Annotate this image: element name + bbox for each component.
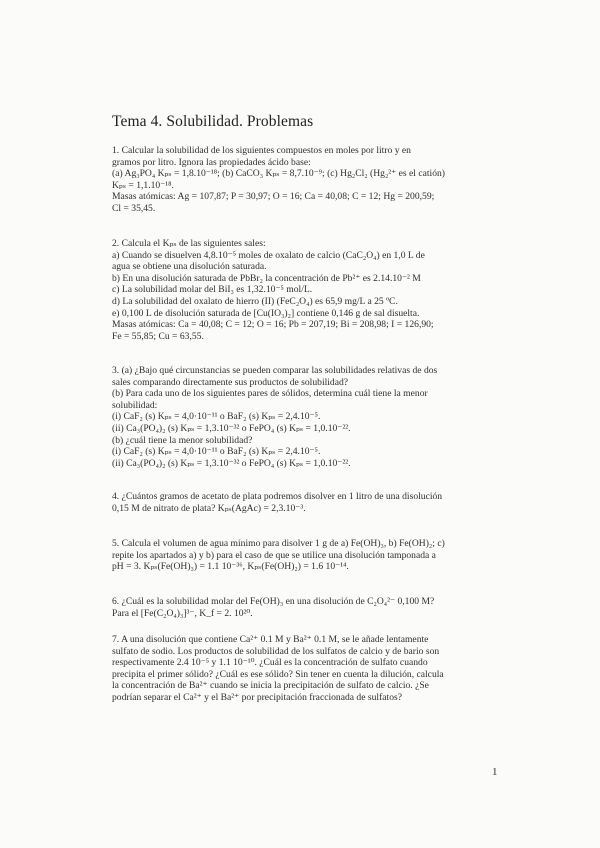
problem-7 — [112, 634, 512, 704]
problem-line: b) En una disolución saturada de PbBr₂ la concentración de Pb²⁺ es 2.14.10⁻² M — [112, 272, 421, 284]
problem-line: Cl = 35,45. — [112, 202, 156, 214]
problem-line: agua se obtiene una disolución saturada. — [112, 261, 267, 273]
problem-line: (a) Ag₃PO₄ Kₚₛ = 1,8.10⁻¹⁸; (b) CaCO₃ Kₚₛ = 8,7.10⁻⁹; (c) Hg₂Cl₂ (Hg₂²⁺ es el catión) — [112, 168, 445, 180]
problem-line: (i) CaF₂ (s) Kₚₛ = 4,0·10⁻¹¹ o BaF₂ (s) Kₚₛ = 2,4.10⁻⁵. — [112, 411, 321, 423]
problem-line: Masas atómicas: Ca = 40,08; C = 12; O = 16; Pb = 207,19; Bi = 208,98; I = 126,90; — [112, 319, 434, 331]
page-number: 1 — [492, 766, 498, 778]
problem-4 — [112, 491, 512, 514]
problem-line: 6. ¿Cuál es la solubilidad molar del Fe(OH)₃ en una disolución de C₂O₄²⁻ 0,100 M? — [112, 596, 435, 607]
problem-line: (ii) Ca₃(PO₄)₂ (s) Kₚₛ = 1,3.10⁻³² o FePO₄ (s) Kₚₛ = 1,0.10⁻²². — [112, 457, 351, 469]
problem-6 — [112, 596, 512, 619]
problem-line: 3. (a) ¿Bajo qué circunstancias se pueden comparar las solubilidades relativas de dos — [112, 365, 438, 376]
problem-line: (i) CaF₂ (s) Kₚₛ = 4,0·10⁻¹¹ o BaF₂ (s) Kₚₛ = 2,4.10⁻⁵. — [112, 446, 321, 458]
problem-line: 7. A una disolución que contiene Ca²⁺ 0.1 M y Ba²⁺ 0.1 M, se le añade lentamente — [112, 634, 429, 645]
problem-line: precipita el primer sólido? ¿Cuál es ese sólido? Sin tener en cuenta la dilución, calcula — [112, 668, 444, 680]
problem-line: (b) Para cada uno de los siguientes pares de sólidos, determina cuál tiene la menor — [112, 388, 428, 400]
problem-line: gramos por litro. Ignora las propiedades ácido base: — [112, 156, 311, 168]
problem-2 — [112, 238, 512, 342]
problem-line: (ii) Ca₃(PO₄)₂ (s) Kₚₛ = 1,3.10⁻³² o FePO₄ (s) Kₚₛ = 1,0.10⁻²². — [112, 422, 351, 434]
problem-line: 5. Calcula el volumen de agua mínimo para disolver 1 g de a) Fe(OH)₃, b) Fe(OH)₂; c) — [112, 538, 445, 549]
problem-line: pH = 3. Kₚₛ(Fe(OH)₃) = 1.1 10⁻³⁶, Kₚₛ(Fe(OH)₂) = 1.6 10⁻¹⁴. — [112, 561, 349, 573]
problem-line: la concentración de Ba²⁺ cuando se inicia la precipitación de sulfato de calcio. ¿Se — [112, 680, 429, 692]
problem-line: respectivamente 2.4 10⁻⁵ y 1.1 10⁻¹⁰. ¿Cuál es la concentración de sulfato cuando — [112, 657, 428, 669]
problem-line: 2. Calcula el Kₚₛ de las siguientes sales: — [112, 238, 266, 249]
problem-line: 4. ¿Cuántos gramos de acetato de plata podremos disolver en 1 litro de una disolución — [112, 491, 443, 502]
problem-line: (b) ¿cuál tiene la menor solubilidad? — [112, 434, 253, 446]
problem-line: 0,15 M de nitrato de plata? Kₚₛ(AgAc) = 2,3.10⁻³. — [112, 502, 306, 514]
problem-1 — [112, 145, 512, 215]
problem-line: d) La solubilidad del oxalato de hierro (II) (FeC₂O₄) es 65,9 mg/L a 25 ºC. — [112, 295, 398, 307]
page-title: Tema 4. Solubilidad. Problemas — [112, 113, 314, 130]
problem-line: Masas atómicas: Ag = 107,87; P = 30,97; O = 16; Ca = 40,08; C = 12; Hg = 200,59; — [112, 191, 435, 203]
problem-line: Para el [Fe(C₂O₄)₃]³⁻, K_f = 2. 10²⁰. — [112, 607, 253, 619]
problem-line: Kₚₛ = 1,1.10⁻¹⁸. — [112, 179, 174, 191]
problem-line: solubilidad: — [112, 399, 158, 411]
problem-line: e) 0,100 L de disolución saturada de [Cu(IO₃)₂] contiene 0,146 g de sal disuelta. — [112, 307, 420, 319]
problem-line: repite los apartados a) y b) para el caso de que se utilice una disolución tamponada a — [112, 549, 436, 561]
problem-line: sales comparando directamente sus productos de solubilidad? — [112, 376, 349, 388]
problem-5 — [112, 538, 512, 573]
problem-line: 1. Calcular la solubilidad de los siguientes compuestos en moles por litro y en — [112, 145, 411, 156]
problem-line: c) La solubilidad molar del BiI₃ es 1,32.10⁻⁵ mol/L. — [112, 284, 313, 296]
problem-line: Fe = 55,85; Cu = 63,55. — [112, 330, 204, 342]
problem-line: a) Cuando se disuelven 4,8.10⁻⁵ moles de oxalato de calcio (CaC₂O₄) en 1,0 L de — [112, 249, 425, 261]
problem-line: sulfato de sodio. Los productos de solubilidad de los sulfatos de calcio y de bario son — [112, 645, 440, 657]
problem-line: podrían separar el Ca²⁺ y el Ba²⁺ por precipitación fraccionada de sulfatos? — [112, 691, 402, 703]
problem-3 — [112, 365, 512, 469]
